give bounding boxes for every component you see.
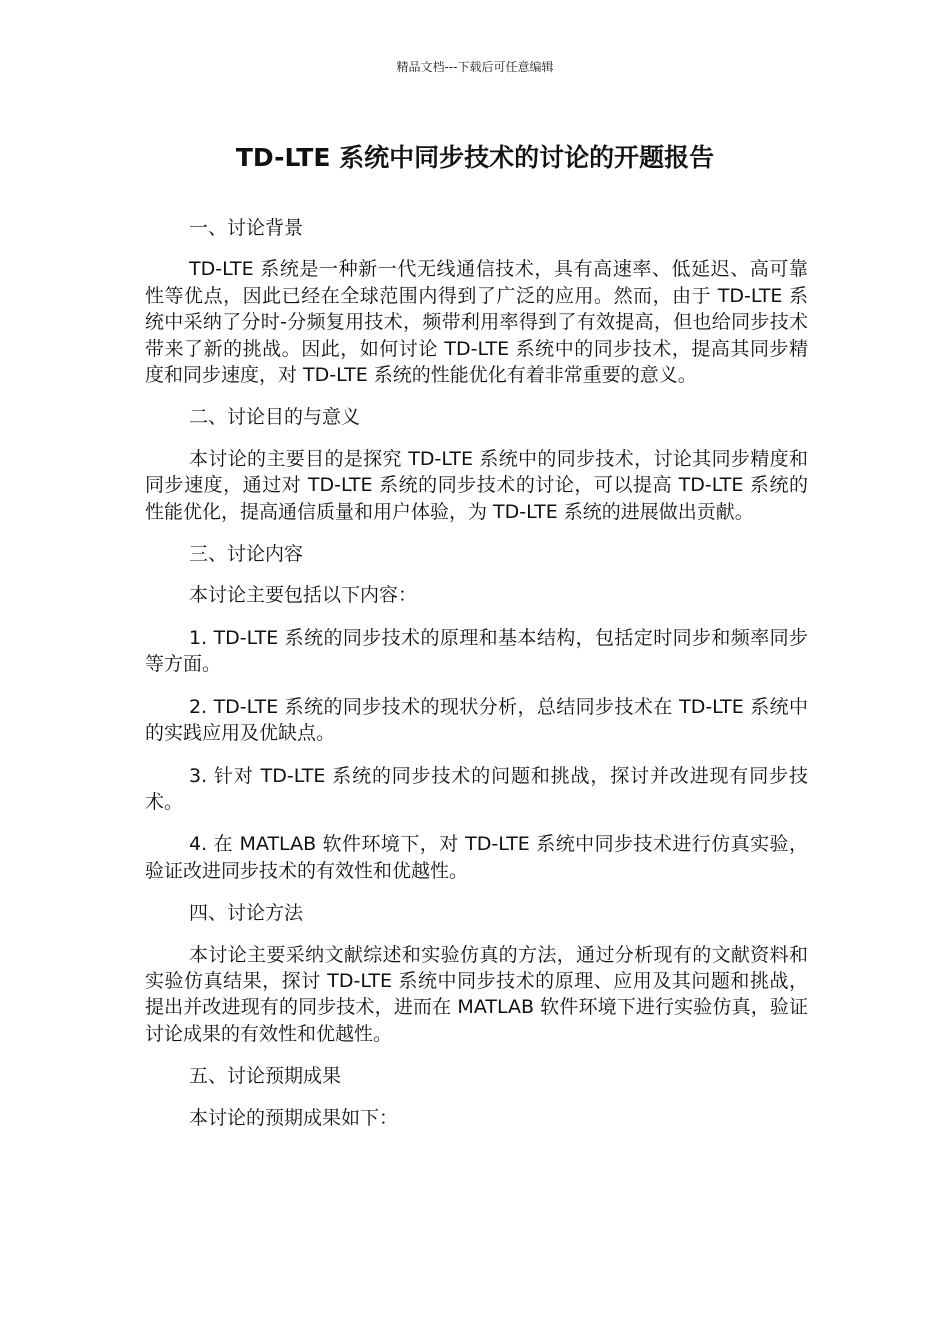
header-note: 精品文档---下载后可任意编辑 — [396, 60, 554, 74]
section-heading-purpose: 二、讨论目的与意义 — [189, 406, 361, 429]
paragraph-results-intro: 本讨论的预期成果如下： — [189, 1106, 399, 1129]
list-item-2: 2. TD-LTE 系统的同步技术的现状分析，总结同步技术在 TD-LTE 系统中的实践应用及优缺点。 — [145, 695, 808, 745]
document-title: TD-LTE 系统中同步技术的讨论的开题报告 — [235, 143, 715, 172]
list-item-1: 1. TD-LTE 系统的同步技术的原理和基本结构，包括定时同步和频率同步等方面。 — [145, 626, 808, 676]
section-heading-content: 三、讨论内容 — [189, 543, 304, 566]
section-heading-background: 一、讨论背景 — [189, 217, 304, 239]
list-item-3: 3. 针对 TD-LTE 系统的同步技术的问题和挑战，探讨并改进现有同步技术。 — [145, 764, 808, 813]
section-heading-results: 五、讨论预期成果 — [189, 1065, 342, 1088]
paragraph-content-intro: 本讨论主要包括以下内容： — [189, 584, 418, 607]
list-item-4: 4. 在 MATLAB 软件环境下，对 TD-LTE 系统中同步技术进行仿真实验，验证改进同步技术的有效性和优越性。 — [145, 833, 808, 882]
document-body — [145, 215, 808, 1147]
paragraph-method: 本讨论主要采纳文献综述和实验仿真的方法，通过分析现有的文献资料和实验仿真结果，探讨 TD-LTE 系统中同步技术的原理、应用及其问题和挑战，提出并改进现有的同步技术，进而在 MATLAB 软件环境下进行实验仿真，验证讨论成果的有效性和优越性。 — [145, 943, 808, 1045]
paragraph-background: TD-LTE 系统是一种新一代无线通信技术，具有高速率、低延迟、高可靠性等优点，因此已经在全球范围内得到了广泛的应用。然而，由于 TD-LTE 系统中采纳了分时-分频复用技术，频带利用率得到了有效提高，但也给同步技术带来了新的挑战。因此，如何讨论 TD-LTE 系统中的同步技术，提高其同步精度和同步速度，对 TD-LTE 系统的性能优化有着非常重要的意义。 — [145, 258, 808, 387]
paragraph-purpose: 本讨论的主要目的是探究 TD-LTE 系统中的同步技术，讨论其同步精度和同步速度，通过对 TD-LTE 系统的同步技术的讨论，可以提高 TD-LTE 系统的性能优化，提高通信质量和用户体验，为 TD-LTE 系统的进展做出贡献。 — [145, 447, 808, 523]
section-heading-method: 四、讨论方法 — [189, 902, 304, 925]
